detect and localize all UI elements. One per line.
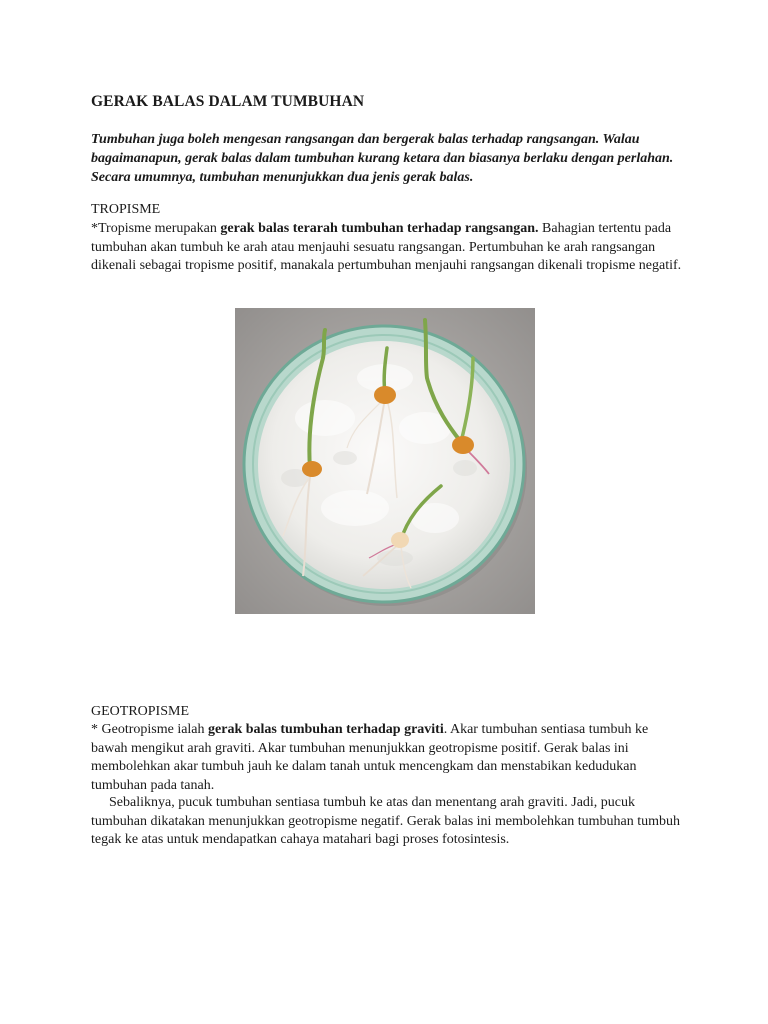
geotropisme-bold: gerak balas tumbuhan terhadap graviti — [208, 722, 444, 737]
geotropisme-lead: * Geotropisme ialah — [91, 722, 209, 737]
intro-paragraph: Tumbuhan juga boleh mengesan rangsangan dan bergerak balas terhadap rangsangan. Walau bagaimanapun, gerak balas dalam tumbuhan kurang ketara dan biasanya berlaku dengan perlahan. Secara umumnya, tumbuhan menunjukkan dua jenis gerak balas. — [91, 132, 674, 185]
tropisme-bold: gerak balas terarah tumbuhan terhadap rangsangan. — [220, 221, 539, 236]
geotropisme-paragraph-1 — [91, 721, 687, 795]
tropisme-paragraph — [91, 220, 687, 276]
geotropisme-rest: . Akar tumbuhan sentiasa tumbuh ke bawah mengikut arah graviti. Akar tumbuhan menunjukkan geotropisme positif. Gerak balas ini membolehkan akar tumbuh jauh ke dalam tanah untuk mencengkam dan menstabikan kedudukan tumbuhan pada tanah. — [91, 722, 649, 793]
geotropisme-paragraph-2: Sebaliknya, pucuk tumbuhan sentiasa tumbuh ke atas dan menentang arah graviti. Jadi, pucuk tumbuhan dikatakan menunjukkan geotropisme negatif. Gerak balas ini membolehkan tumbuhan tumbuh tegak ke atas untuk mendapatkan cahaya matahari bagi proses fotosintesis. — [91, 795, 681, 847]
petri-dish-illustration — [235, 308, 535, 614]
petri-dish-seedlings-photo — [235, 308, 535, 614]
page-title: GERAK BALAS DALAM TUMBUHAN — [91, 93, 365, 110]
geotropisme-heading: GEOTROPISME — [91, 704, 190, 719]
tropisme-rest: Bahagian tertentu pada tumbuhan akan tumbuh ke arah atau menjauhi sesuatu rangsangan. Pertumbuhan ke arah rangsangan dikenali sebagai tropisme positif, manakala pertumbuhan menjauhi rangsangan dikenali tropisme negatif. — [91, 221, 682, 273]
tropisme-lead: *Tropisme merupakan — [91, 221, 221, 236]
tropisme-heading: TROPISME — [91, 202, 161, 217]
